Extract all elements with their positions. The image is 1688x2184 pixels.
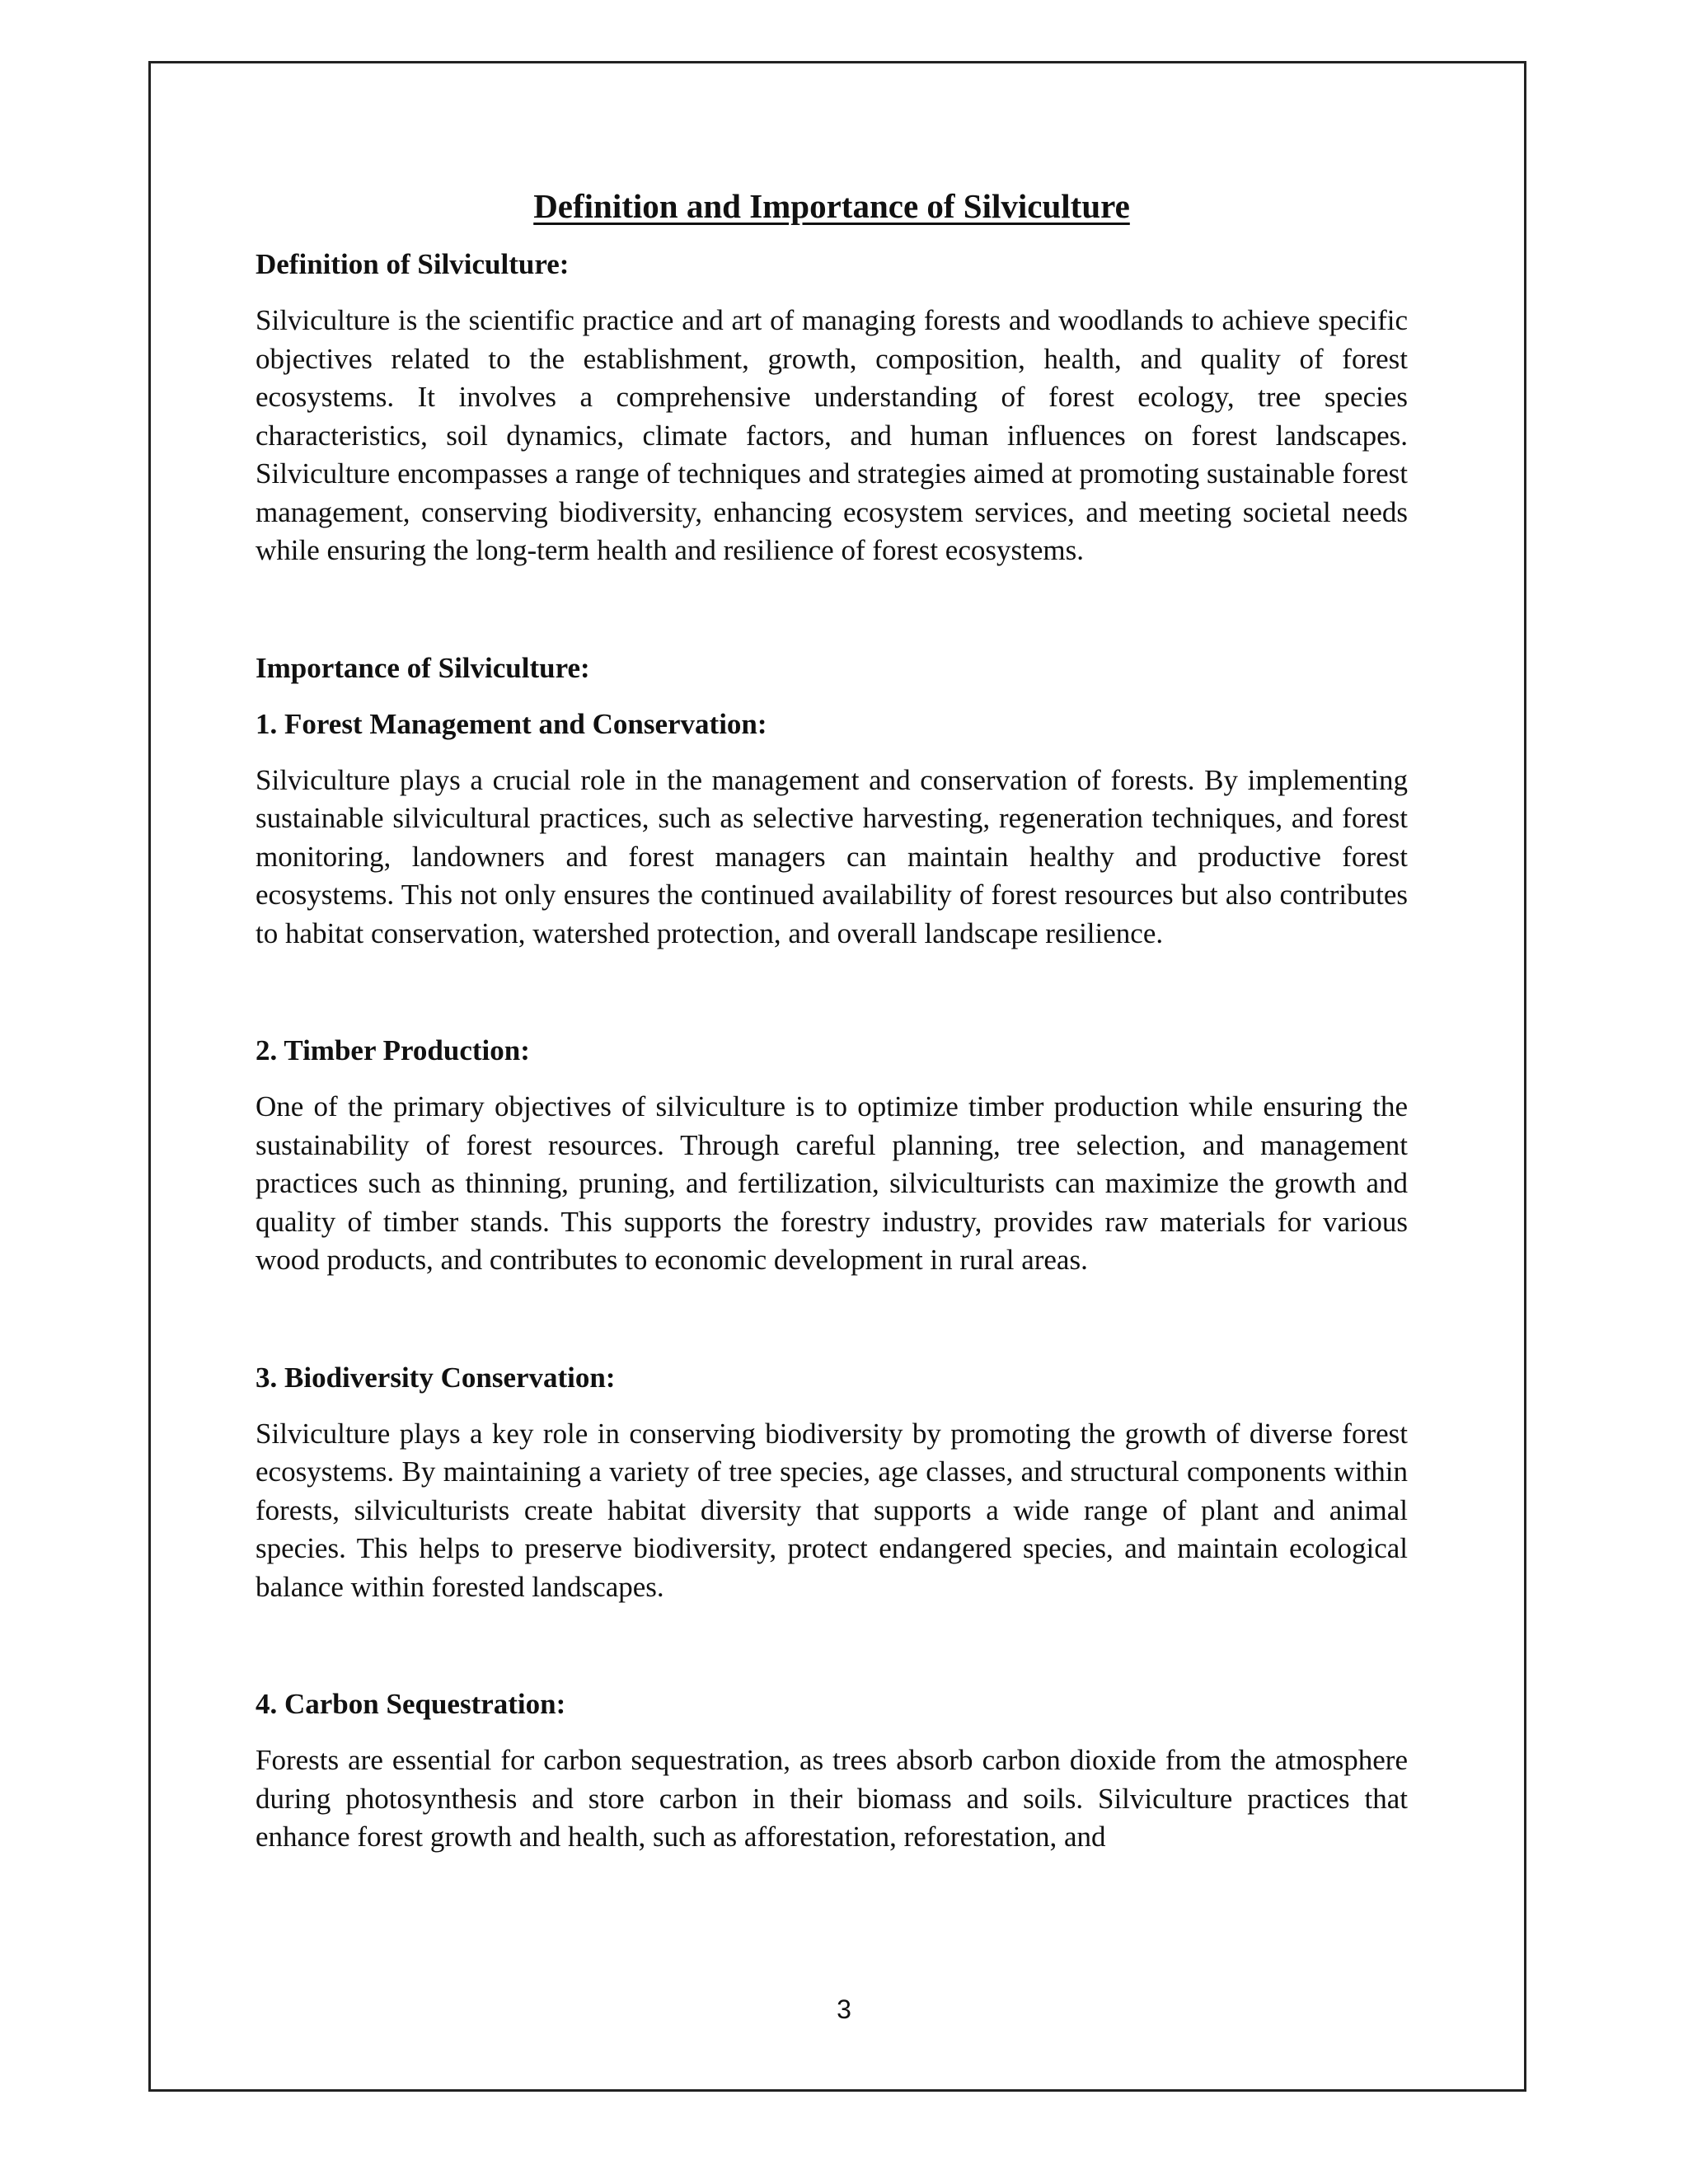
spacer	[256, 1606, 1408, 1685]
item-heading: 3. Biodiversity Conservation:	[256, 1361, 616, 1394]
importance-item-4	[256, 1685, 1408, 1857]
item-paragraph: One of the primary objectives of silviculture is to optimize timber production while ensuring the sustainability of forest resources. Through careful planning, tree selection, and management practices such as thinning, pruning, and fertilization, silviculturists can maximize the growth and quality of timber stands. This supports the forestry industry, provides raw materials for various wood products, and contributes to economic development in rural areas.	[256, 1090, 1408, 1276]
importance-heading: Importance of Silviculture:	[256, 651, 590, 684]
page-number: 3	[837, 1994, 851, 2024]
importance-item-2	[256, 1032, 1408, 1280]
item-paragraph: Forests are essential for carbon sequestration, as trees absorb carbon dioxide from the atmosphere during photosynthesis and store carbon in their biomass and soils. Silviculture practices that enhance forest growth and health, such as afforestation, reforestation, and	[256, 1744, 1408, 1853]
item-heading: 2. Timber Production:	[256, 1034, 530, 1066]
document-title: Definition and Importance of Silviculture	[533, 187, 1130, 225]
document-content	[256, 183, 1408, 1857]
importance-section	[256, 649, 1408, 1857]
spacer	[256, 570, 1408, 649]
spacer	[256, 1280, 1408, 1359]
definition-paragraph: Silviculture is the scientific practice and art of managing forests and woodlands to achieve specific objectives related to the establishment, growth, composition, health, and quality of forest ecosystems. It involves a comprehensive understanding of forest ecology, tree species characteristics, soil dynamics, climate factors, and human influences on forest landscapes. Silviculture encompasses a range of techniques and strategies aimed at promoting sustainable forest management, conserving biodiversity, enhancing ecosystem services, and meeting societal needs while ensuring the long-term health and resilience of forest ecosystems.	[256, 304, 1408, 566]
definition-section	[256, 246, 1408, 570]
item-paragraph: Silviculture plays a key role in conserving biodiversity by promoting the growth of diverse forest ecosystems. By maintaining a variety of tree species, age classes, and structural components within forests, silviculturists create habitat diversity that supports a wide range of plant and animal species. This helps to preserve biodiversity, protect endangered species, and maintain ecological balance within forested landscapes.	[256, 1417, 1408, 1603]
importance-item-1	[256, 705, 1408, 954]
definition-heading: Definition of Silviculture:	[256, 248, 570, 280]
importance-item-3	[256, 1359, 1408, 1607]
spacer	[256, 953, 1408, 1032]
item-heading: 4. Carbon Sequestration:	[256, 1688, 566, 1720]
item-paragraph: Silviculture plays a crucial role in the management and conservation of forests. By implementing sustainable silvicultural practices, such as selective harvesting, regeneration techniques, and forest monitoring, landowners and forest managers can maintain healthy and productive forest ecosystems. This not only ensures the continued availability of forest resources but also contributes to habitat conservation, watershed protection, and overall landscape resilience.	[256, 763, 1408, 949]
item-heading: 1. Forest Management and Conservation:	[256, 707, 767, 740]
